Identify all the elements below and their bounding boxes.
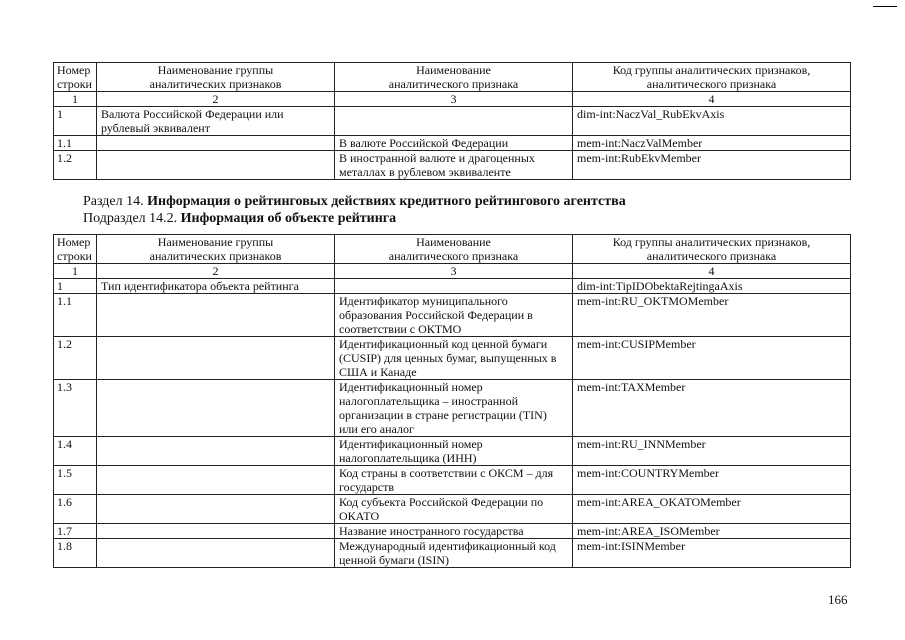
row-attribute: Идентификатор муниципального образования Российской Федерации в соответствии с ОКТМО — [335, 294, 573, 337]
row-attribute: Код страны в соответствии с ОКСМ – для государств — [335, 466, 573, 495]
row-number: 1.1 — [54, 136, 97, 151]
row-code: mem-int:RU_INNMember — [573, 437, 851, 466]
table-row — [54, 294, 851, 337]
row-number: 1 — [54, 279, 97, 294]
row-group — [97, 524, 335, 539]
row-code: mem-int:COUNTRYMember — [573, 466, 851, 495]
row-code: mem-int:NaczValMember — [573, 136, 851, 151]
row-group — [97, 380, 335, 437]
table-row — [54, 539, 851, 568]
table-row — [54, 337, 851, 380]
header-row-number: Номер строки — [54, 63, 97, 92]
row-number: 1.7 — [54, 524, 97, 539]
table-row — [54, 524, 851, 539]
row-number: 1.8 — [54, 539, 97, 568]
row-group — [97, 539, 335, 568]
col-number: 2 — [97, 92, 335, 107]
row-group: Тип идентификатора объекта рейтинга — [97, 279, 335, 294]
corner-rule — [873, 6, 897, 7]
header-row-number: Номер строки — [54, 235, 97, 264]
row-code: mem-int:AREA_ISOMember — [573, 524, 851, 539]
column-number-row — [54, 92, 851, 107]
row-attribute: Название иностранного государства — [335, 524, 573, 539]
row-attribute: Идентификационный номер налогоплательщика – иностранной организации в стране регистрации (TIN) или его аналог — [335, 380, 573, 437]
row-code: mem-int:ISINMember — [573, 539, 851, 568]
table-row — [54, 495, 851, 524]
header-group-name: Наименование группы аналитических признаков — [97, 235, 335, 264]
header-attribute-name: Наименование аналитического признака — [335, 235, 573, 264]
row-number: 1.3 — [54, 380, 97, 437]
page-number: 166 — [828, 592, 848, 607]
table-header-row — [54, 63, 851, 92]
row-code: mem-int:CUSIPMember — [573, 337, 851, 380]
row-number: 1.4 — [54, 437, 97, 466]
row-group — [97, 495, 335, 524]
col-number: 1 — [54, 264, 97, 279]
section-prefix: Раздел 14. — [83, 194, 148, 209]
row-number: 1.6 — [54, 495, 97, 524]
row-code: mem-int:RU_OKTMOMember — [573, 294, 851, 337]
row-attribute: В валюте Российской Федерации — [335, 136, 573, 151]
table-row — [54, 136, 851, 151]
row-attribute: Идентификационный номер налогоплательщика (ИНН) — [335, 437, 573, 466]
header-group-code: Код группы аналитических признаков, аналитического признака — [573, 235, 851, 264]
analytics-table-1 — [53, 62, 851, 180]
row-group: Валюта Российской Федерации или рублевый эквивалент — [97, 107, 335, 136]
table-row — [54, 437, 851, 466]
row-attribute: В иностранной валюте и драгоценных металлах в рублевом эквиваленте — [335, 151, 573, 180]
row-code: dim-int:TipIDObektaRejtingaAxis — [573, 279, 851, 294]
subsection-prefix: Подраздел 14.2. — [83, 211, 181, 226]
row-number: 1 — [54, 107, 97, 136]
row-attribute: Международный идентификационный код ценной бумаги (ISIN) — [335, 539, 573, 568]
row-number: 1.1 — [54, 294, 97, 337]
row-group — [97, 151, 335, 180]
row-group — [97, 294, 335, 337]
col-number: 1 — [54, 92, 97, 107]
col-number: 2 — [97, 264, 335, 279]
col-number: 3 — [335, 264, 573, 279]
section-title — [83, 193, 626, 210]
row-code: mem-int:TAXMember — [573, 380, 851, 437]
row-attribute — [335, 279, 573, 294]
section-name: Информация о рейтинговых действиях кредитного рейтингового агентства — [147, 194, 626, 209]
row-code: mem-int:RubEkvMember — [573, 151, 851, 180]
table-header-row — [54, 235, 851, 264]
table-row — [54, 151, 851, 180]
row-group — [97, 136, 335, 151]
row-code: mem-int:AREA_OKATOMember — [573, 495, 851, 524]
row-number: 1.2 — [54, 337, 97, 380]
row-code: dim-int:NaczVal_RubEkvAxis — [573, 107, 851, 136]
row-number: 1.2 — [54, 151, 97, 180]
subsection-name: Информация об объекте рейтинга — [180, 211, 397, 226]
table-row — [54, 380, 851, 437]
header-group-name: Наименование группы аналитических признаков — [97, 63, 335, 92]
col-number: 4 — [573, 92, 851, 107]
column-number-row — [54, 264, 851, 279]
col-number: 4 — [573, 264, 851, 279]
table-row — [54, 279, 851, 294]
row-group — [97, 337, 335, 380]
header-group-code: Код группы аналитических признаков, аналитического признака — [573, 63, 851, 92]
row-attribute: Код субъекта Российской Федерации по ОКАТО — [335, 495, 573, 524]
table-row — [54, 466, 851, 495]
row-attribute: Идентификационный код ценной бумаги (CUSIP) для ценных бумаг, выпущенных в США и Канаде — [335, 337, 573, 380]
row-group — [97, 466, 335, 495]
row-number: 1.5 — [54, 466, 97, 495]
row-group — [97, 437, 335, 466]
table-row — [54, 107, 851, 136]
col-number: 3 — [335, 92, 573, 107]
header-attribute-name: Наименование аналитического признака — [335, 63, 573, 92]
subsection-title — [83, 210, 396, 227]
row-attribute — [335, 107, 573, 136]
analytics-table-2 — [53, 234, 851, 568]
